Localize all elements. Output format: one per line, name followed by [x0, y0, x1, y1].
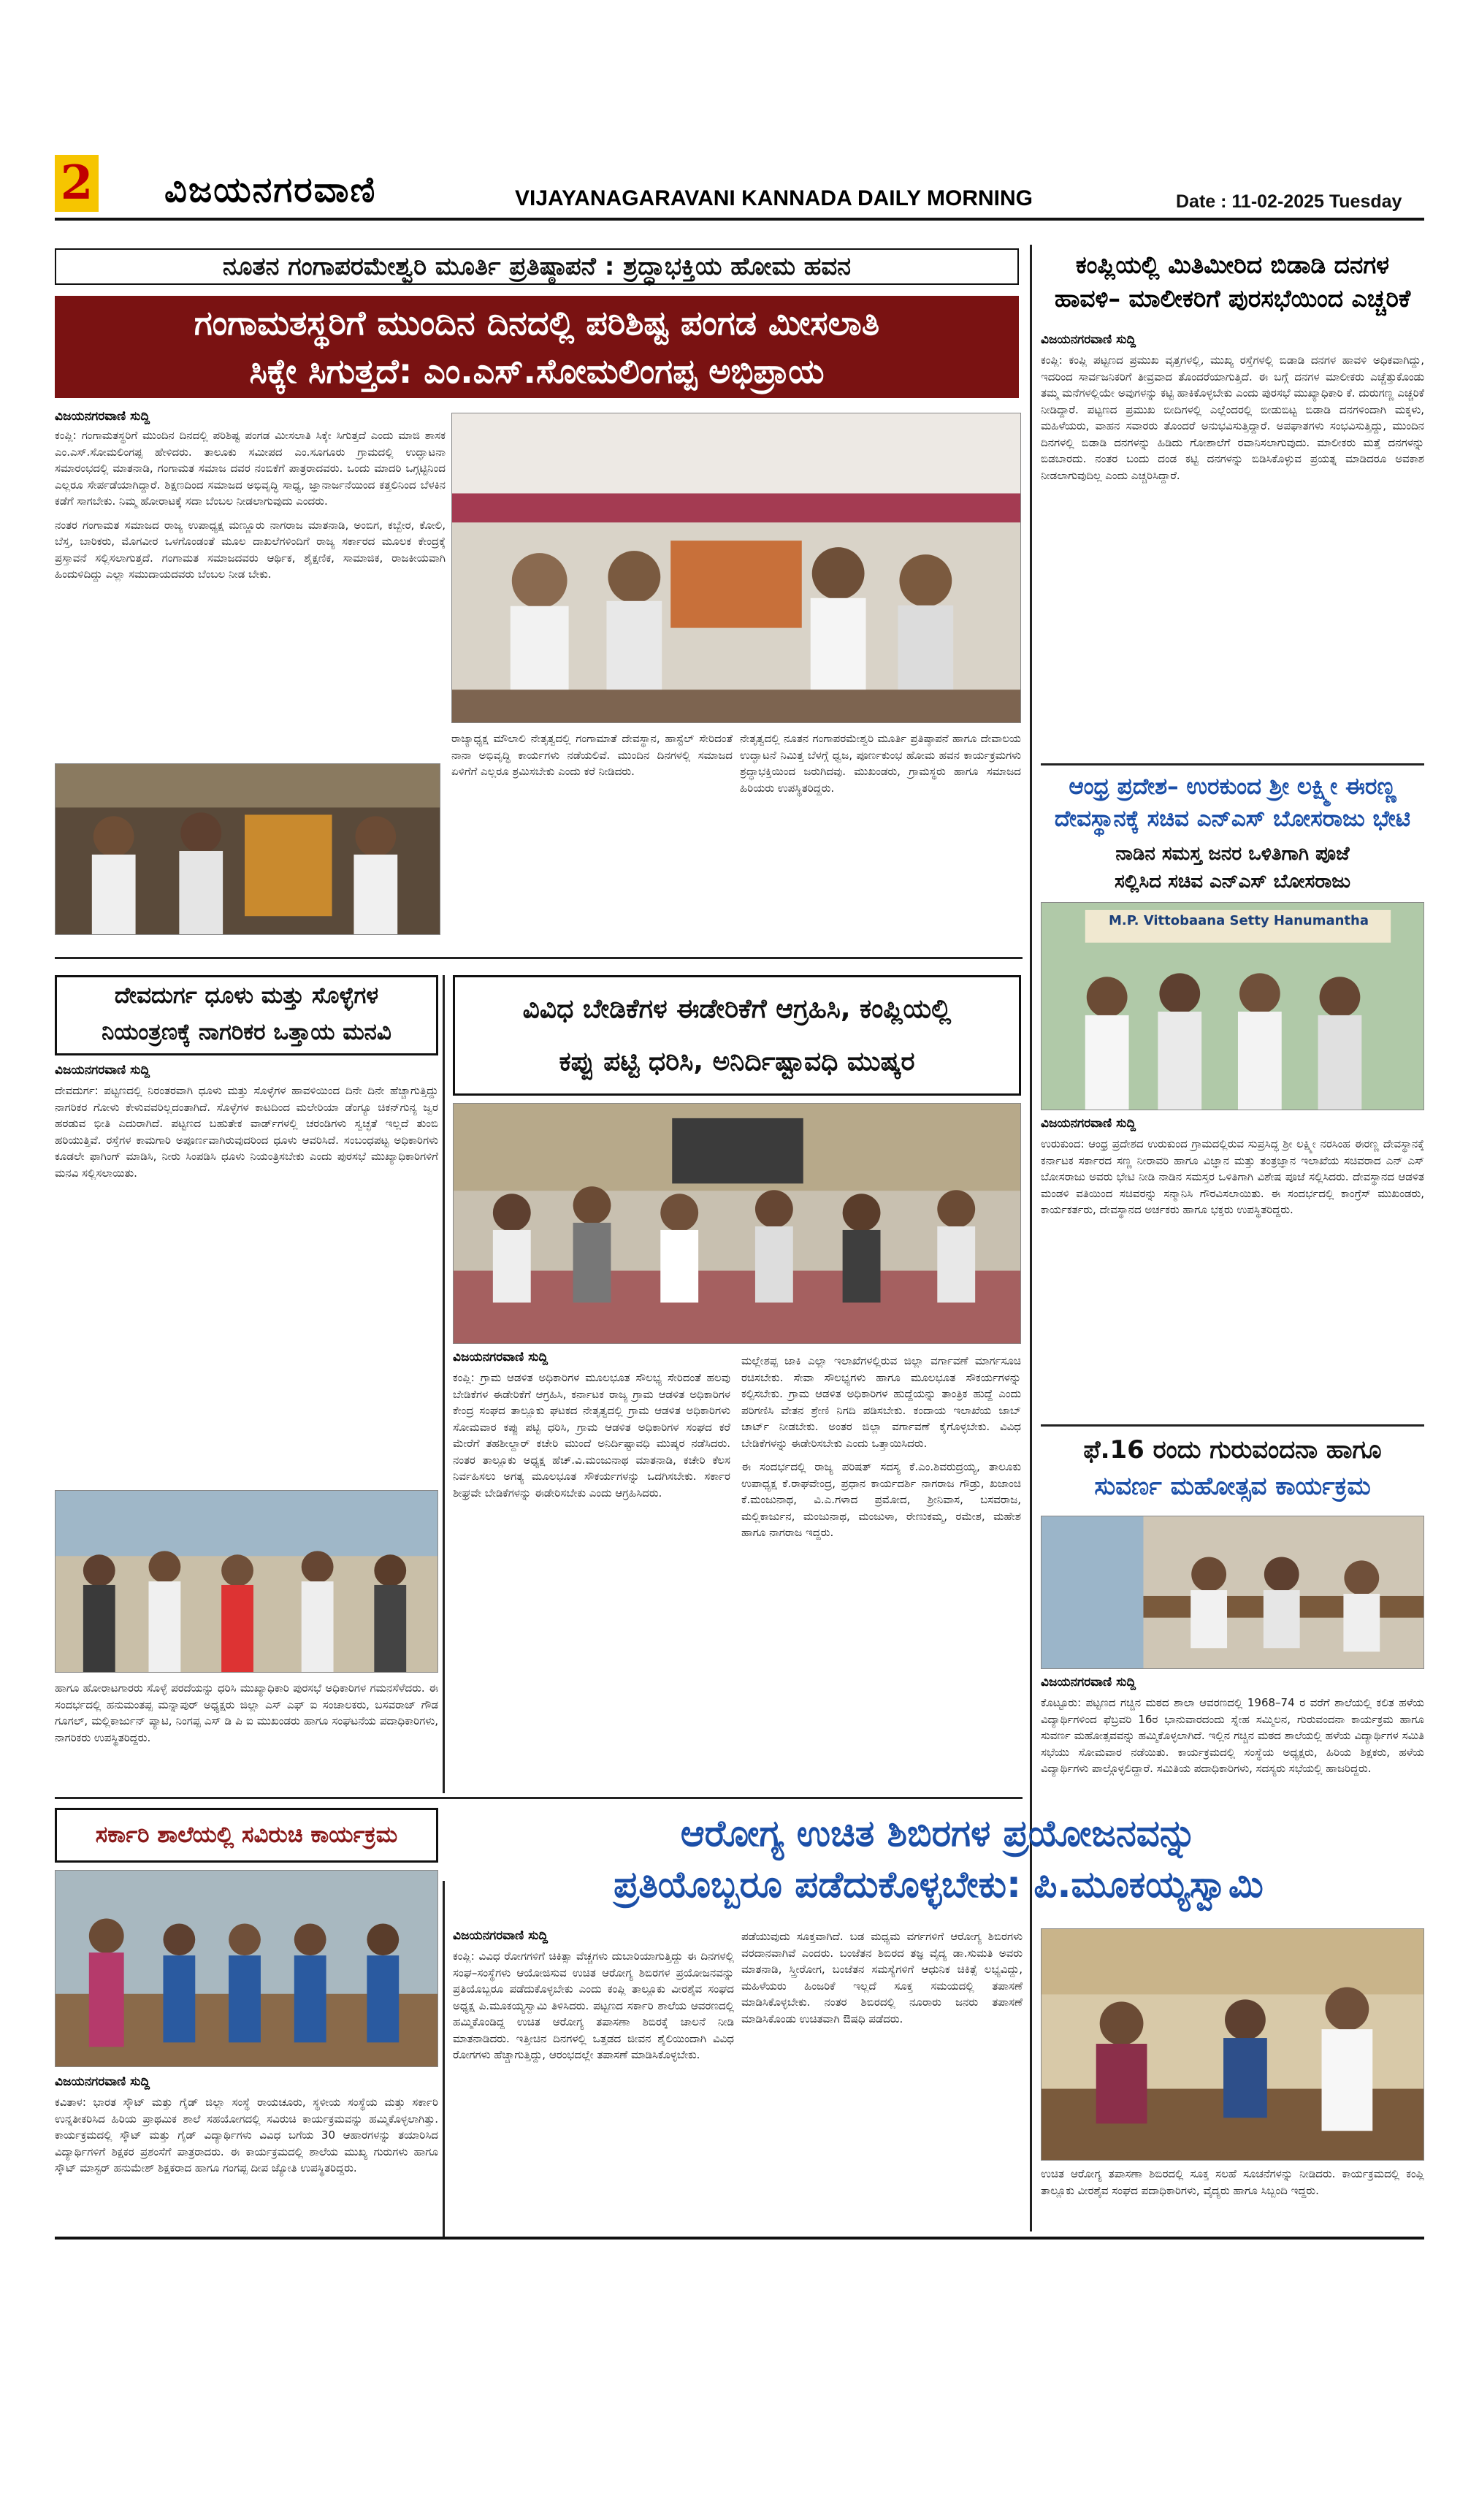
story3-headline-line2: ದೇವಸ್ಥಾನಕ್ಕೆ ಸಚಿವ ಎನ್‌ಎಸ್‌ ಬೋಸರಾಜು ಭೇಟಿ	[1054, 806, 1411, 832]
section-rule	[55, 957, 1023, 959]
story4-headline	[55, 975, 438, 1055]
story8-health-camp-photo	[1041, 1928, 1424, 2161]
story1-temple-photo	[55, 763, 440, 935]
story3-photo	[1041, 902, 1424, 1110]
story2-byline: ವಿಜಯನಗರವಾಣಿ ಸುದ್ದಿ	[1041, 332, 1136, 347]
story4-body-cont: ಹಾಗೂ ಹೋರಾಟಗಾರರು ಸೊಳ್ಳೆ ಪರದೆಯನ್ನು ಧರಿಸಿ ಮುಖ್ಯಾಧಿಕಾರಿ ಪುರಸಭೆ ಅಧಿಕಾರಿಗಳ ಗಮನಸೆಳೆದರು. ಈ ಸಂದರ್ಭದಲ್ಲಿ ಹನುಮಂತಪ್ಪ ಮನ್ನಾಪುರ್ ಅಧ್ಯಕ್ಷರು ಜಿಲ್ಲಾ ಎಸ್ ಎಫ್ ಐ ಸಂಚಾಲಕರು, ಬಸವರಾಜ್ ಗೌಡ ಗೂಗಲ್, ಮಲ್ಲಿಕಾರ್ಜುನ್ ಪ್ಯಾಟಿ, ನಿಂಗಪ್ಪ ಎಸ್ ಡಿ ಪಿ ಐ ಮುಖಂಡರು ಹಾಗೂ ಸಂಘಟನೆಯ ಪದಾಧಿಕಾರಿಗಳು, ನಾಗರಿಕರು ಉಪಸ್ಥಿತರಿದ್ದರು.	[55, 1681, 438, 1744]
section-rule	[1041, 1424, 1424, 1427]
story6-byline: ವಿಜಯನಗರವಾಣಿ ಸುದ್ದಿ	[1041, 1675, 1136, 1689]
story1-paragraph: ಕಂಪ್ಲಿ: ಗಂಗಾಮತಸ್ಥರಿಗೆ ಮುಂದಿನ ದಿನದಲ್ಲಿ ಪರಿಶಿಷ್ಟ ಪಂಗಡ ಮೀಸಲಾತಿ ಸಿಕ್ಕೇ ಸಿಗುತ್ತದೆ ಎಂದು ಮಾಜಿ ಶಾಸಕ ಎಂ.ಎಸ್.ಸೋಮಲಿಂಗಪ್ಪ ಹೇಳಿದರು. ತಾಲೂಕು ಸಮೀಪದ ಎಂ.ಸೂಗೂರು ಗ್ರಾಮದಲ್ಲಿ ಉದ್ಘಾಟನಾ ಸಮಾರಂಭದಲ್ಲಿ ಮಾತನಾಡಿ, ಗಂಗಾಮತ ಸಮಾಜ ದವರ ನಂಬಿಕೆಗೆ ಪಾತ್ರರಾದವರು. ಒಂದು ಮಾದರಿ ಒಗ್ಗಟ್ಟಿನಿಂದ ಎಲ್ಲರೂ ಸೇರ್ಪಡೆಯಾಗಿದ್ದಾರೆ. ಶಿಕ್ಷಣದಿಂದ ಸಮಾಜದ ಅಭಿವೃದ್ಧಿ ಸಾಧ್ಯ, ಜ್ಞಾನಾರ್ಜನೆಯಿಂದ ಕತ್ತಲಿನಿಂದ ಬೆಳಕಿನ ಕಡೆಗೆ ಸಾಗಬೇಕು. ನಿಮ್ಮ ಹೋರಾಟಕ್ಕೆ ಸದಾ ಬೆಂಬಲ ನೀಡಲಾಗುವುದು ಎಂದರು.	[55, 429, 446, 508]
story1-body-col3: ನೇತೃತ್ವದಲ್ಲಿ ನೂತನ ಗಂಗಾಪರಮೇಶ್ವರಿ ಮೂರ್ತಿ ಪ್ರತಿಷ್ಠಾಪನೆ ಹಾಗೂ ದೇವಾಲಯ ಉದ್ಘಾಟನೆ ನಿಮಿತ್ತ ಬೆಳಗ್ಗೆ ಧ್ವಜ, ಪೂರ್ಣಕುಂಭ ಹೋಮ ಹವನ ಕಾರ್ಯಕ್ರಮಗಳು ಶ್ರದ್ಧಾಭಕ್ತಿಯಿಂದ ಜರುಗಿದವು. ಮುಖಂಡರು, ಗ್ರಾಮಸ್ಥರು ಹಾಗೂ ಸಮಾಜದ ಹಿರಿಯರು ಉಪಸ್ಥಿತರಿದ್ದರು.	[740, 732, 1021, 795]
story5-paragraph: ಮಲ್ಲೇಶಪ್ಪ ಜಾಕಿ ಎಲ್ಲಾ ಇಲಾಖೆಗಳಲ್ಲಿರುವ ಜಿಲ್ಲಾ ವರ್ಗಾವಣೆ ಮಾರ್ಗಸೂಚಿ ರಚಿಸಬೇಕು. ಸೇವಾ ಸೌಲಭ್ಯಗಳು ಹಾಗೂ ಮೂಲಭೂತ ಸೌಕರ್ಯಗಳನ್ನು ಕಲ್ಪಿಸಬೇಕು. ಗ್ರಾಮ ಆಡಳಿತ ಅಧಿಕಾರಿಗಳ ಹುದ್ದೆಯನ್ನು ತಾಂತ್ರಿಕ ಹುದ್ದೆ ಎಂದು ಪರಿಗಣಿಸಿ ವೇತನ ಶ್ರೇಣಿ ನಿಗದಿ ಪಡಿಸಬೇಕು. ಕಂದಾಯ ಇಲಾಖೆಯ ಜಾಬ್ ಚಾರ್ಟ್ ನೀಡಬೇಕು. ಅಂತರ ಜಿಲ್ಲಾ ವರ್ಗಾವಣೆ ಕೈಗೊಳ್ಳಬೇಕು. ವಿವಿಧ ಬೇಡಿಕೆಗಳನ್ನು ಈಡೇರಿಸಬೇಕು ಎಂದು ಒತ್ತಾಯಿಸಿದರು.	[741, 1354, 1021, 1450]
section-rule	[55, 1797, 1023, 1799]
story5-body-col1: ಕಂಪ್ಲಿ: ಗ್ರಾಮ ಆಡಳಿತ ಅಧಿಕಾರಿಗಳ ಮೂಲಭೂತ ಸೌಲಭ್ಯ ಸೇರಿದಂತೆ ಹಲವು ಬೇಡಿಕೆಗಳ ಈಡೇರಿಕೆಗೆ ಆಗ್ರಹಿಸಿ, ಕರ್ನಾಟಕ ರಾಜ್ಯ ಗ್ರಾಮ ಆಡಳಿತ ಅಧಿಕಾರಿಗಳ ಕೇಂದ್ರ ಸಂಘದ ತಾಲ್ಲೂಕು ಘಟಕದ ನೇತೃತ್ವದಲ್ಲಿ ಗ್ರಾಮ ಆಡಳಿತ ಅಧಿಕಾರಿಗಳು ಸೋಮವಾರ ಕಪ್ಪು ಪಟ್ಟಿ ಧರಿಸಿ, ಗ್ರಾಮ ಆಡಳಿತ ಅಧಿಕಾರಿಗಳ ಸಂಘದ ಕರೆ ಮೇರೆಗೆ ತಹಶೀಲ್ದಾರ್ ಕಚೇರಿ ಮುಂದೆ ಅನಿರ್ದಿಷ್ಟಾವಧಿ ಮುಷ್ಕರ ನಡೆಸಿದರು. ನಂತರ ತಾಲ್ಲೂಕು ಅಧ್ಯಕ್ಷ ಹೆಚ್.ವಿ.ಮಂಜುನಾಥ ಮಾತನಾಡಿ, ಕಚೇರಿ ಕೆಲಸ ನಿರ್ವಹಿಸಲು ಅಗತ್ಯ ಮೂಲಭೂತ ಸೌಕರ್ಯಗಳನ್ನು ಒದಗಿಸಬೇಕು. ಸರ್ಕಾರ ಶೀಘ್ರವೇ ಬೇಡಿಕೆಗಳನ್ನು ಈಡೇರಿಸಬೇಕು ಎಂದು ಆಗ್ರಹಿಸಿದರು.	[453, 1371, 730, 1500]
story5-protest-photo	[453, 1103, 1021, 1344]
story1-paragraph: ನಂತರ ಗಂಗಾಮತ ಸಮಾಜದ ರಾಜ್ಯ ಉಪಾಧ್ಯಕ್ಷ ಮಣ್ಣೂರು ನಾಗರಾಜ ಮಾತನಾಡಿ, ಅಂಬಿಗ, ಕಬ್ಬೇರ, ಕೋಲಿ, ಬೆಸ್ತ, ಬಾರಿಕರು, ಮೊಗವೀರ ಒಳಗೊಂಡಂತೆ ಮೂಲ ದಾಖಲೆಗಳಿಂದಿಗೆ ರಾಜ್ಯ ಸರ್ಕಾರದ ಮೂಲಕ ಕೇಂದ್ರಕ್ಕೆ ಪ್ರಸ್ತಾವನೆ ಸಲ್ಲಿಸಲಾಗುತ್ತದೆ. ಗಂಗಾಮತ ಸಮಾಜದವರು ಆರ್ಥಿಕ, ಶೈಕ್ಷಣಿಕ, ಸಾಮಾಜಿಕ, ರಾಜಕೀಯವಾಗಿ ಹಿಂದುಳಿದಿದ್ದು ಎಲ್ಲಾ ಸಮುದಾಯದವರು ಬೆಂಬಲ ನೀಡ ಬೇಕು.	[55, 518, 446, 581]
story4-protest-photo	[55, 1490, 438, 1673]
story3-photo-banner: M.P. Vittobaana Setty Hanumantha	[1108, 913, 1369, 928]
issue-date: Date : 11-02-2025 Tuesday	[1176, 191, 1402, 212]
story1-ceremony-photo	[451, 413, 1021, 723]
story2-headline-line1: ಕಂಪ್ಲಿಯಲ್ಲಿ ಮಿತಿಮೀರಿದ ಬಿಡಾಡಿ ದನಗಳ	[1075, 251, 1390, 279]
story1-headline-bar	[55, 296, 1019, 398]
masthead-rule	[55, 218, 1424, 221]
story5-headline-line1: ವಿವಿಧ ಬೇಡಿಕೆಗಳ ಈಡೇರಿಕೆಗೆ ಆಗ್ರಹಿಸಿ, ಕಂಪ್ಲಿಯಲ್ಲಿ	[522, 994, 952, 1024]
story4-headline-line1: ದೇವದುರ್ಗ ಧೂಳು ಮತ್ತು ಸೊಳ್ಳೆಗಳ	[114, 982, 379, 1009]
story8-headline	[453, 1808, 1424, 1910]
story8-photo-caption: ಉಚಿತ ಆರೋಗ್ಯ ತಪಾಸಣಾ ಶಿಬಿರದಲ್ಲಿ ಸೂಕ್ತ ಸಲಹೆ ಸೂಚನೆಗಳನ್ನು ನೀಡಿದರು. ಕಾರ್ಯಕ್ರಮದಲ್ಲಿ ಕಂಪ್ಲಿ ತಾಲ್ಲೂಕು ವೀರಶೈವ ಸಂಘದ ಪದಾಧಿಕಾರಿಗಳು, ವೈದ್ಯರು ಹಾಗೂ ಸಿಬ್ಬಂದಿ ಇದ್ದರು.	[1041, 2167, 1424, 2197]
story3-headline	[1041, 771, 1424, 835]
story6-headline	[1041, 1432, 1424, 1505]
story4-byline: ವಿಜಯನಗರವಾಣಿ ಸುದ್ದಿ	[55, 1063, 150, 1077]
story6-headline-line2: ಸುವರ್ಣ ಮಹೋತ್ಸವ ಕಾರ್ಯಕ್ರಮ	[1094, 1472, 1371, 1501]
story6-headline-line1: ಫೆ.16 ರಂದು ಗುರುವಂದನಾ ಹಾಗೂ	[1083, 1435, 1382, 1465]
story1-headline-line2: ಸಿಕ್ಕೇ ಸಿಗುತ್ತದೆ: ಎಂ.ಎಸ್.ಸೋಮಲಿಂಗಪ್ಪ ಅಭಿಪ್ರಾಯ	[249, 351, 825, 391]
story8-body-col1: ಕಂಪ್ಲಿ: ವಿವಿಧ ರೋಗಗಳಿಗೆ ಚಿಕಿತ್ಸಾ ವೆಚ್ಚಗಳು ದುಬಾರಿಯಾಗುತ್ತಿದ್ದು ಈ ದಿನಗಳಲ್ಲಿ ಸಂಘ–ಸಂಸ್ಥೆಗಳು ಆಯೋಜಿಸುವ ಉಚಿತ ಆರೋಗ್ಯ ಶಿಬಿರಗಳ ಪ್ರಯೋಜನವನ್ನು ಪ್ರತಿಯೊಬ್ಬರೂ ಪಡೆದುಕೊಳ್ಳಬೇಕು ಎಂದು ಕಂಪ್ಲಿ ತಾಲ್ಲೂಕು ವೀರಶೈವ ಸಂಘದ ಅಧ್ಯಕ್ಷ ಪಿ.ಮೂಕಯ್ಯಸ್ವಾಮಿ ತಿಳಿಸಿದರು. ಪಟ್ಟಣದ ಸರ್ಕಾರಿ ಶಾಲೆಯ ಆವರಣದಲ್ಲಿ ಹಮ್ಮಿಕೊಂಡಿದ್ದ ಉಚಿತ ಆರೋಗ್ಯ ತಪಾಸಣಾ ಶಿಬಿರಕ್ಕೆ ಚಾಲನೆ ನೀಡಿ ಮಾತನಾಡಿದರು. ಇತ್ತೀಚಿನ ದಿನಗಳಲ್ಲಿ ಒತ್ತಡದ ಜೀವನ ಶೈಲಿಯಿಂದಾಗಿ ವಿವಿಧ ರೋಗಗಳು ಹೆಚ್ಚಾಗುತ್ತಿದ್ದು, ಆರಂಭದಲ್ಲೇ ತಪಾಸಣೆ ಮಾಡಿಸಿಕೊಳ್ಳಬೇಕು.	[453, 1950, 734, 2061]
section-rule	[1041, 763, 1424, 765]
story5-byline: ವಿಜಯನಗರವಾಣಿ ಸುದ್ದಿ	[453, 1350, 549, 1364]
story3-byline: ವಿಜಯನಗರವಾಣಿ ಸುದ್ದಿ	[1041, 1116, 1136, 1131]
story5-headline	[453, 975, 1021, 1096]
story7-body: ಕವಿತಾಳ: ಭಾರತ ಸ್ಕೌಟ್ ಮತ್ತು ಗೈಡ್ ಜಿಲ್ಲಾ ಸಂಸ್ಥೆ ರಾಯಚೂರು, ಸ್ಥಳೀಯ ಸಂಸ್ಥೆಯ ಮತ್ತು ಸರ್ಕಾರಿ ಉನ್ನತೀಕರಿಸಿದ ಹಿರಿಯ ಪ್ರಾಥಮಿಕ ಶಾಲೆ ಸಹಯೋಗದಲ್ಲಿ ಸವಿರುಚಿ ಕಾರ್ಯಕ್ರಮವನ್ನು ಹಮ್ಮಿಕೊಳ್ಳಲಾಗಿತ್ತು. ಕಾರ್ಯಕ್ರಮದಲ್ಲಿ ಸ್ಕೌಟ್ ಮತ್ತು ಗೈಡ್ ವಿದ್ಯಾರ್ಥಿಗಳು ವಿವಿಧ ಬಗೆಯ 30 ಆಹಾರಗಳನ್ನು ತಯಾರಿಸಿದ ವಿದ್ಯಾರ್ಥಿಗಳಿಗೆ ಶಿಕ್ಷಕರ ಪ್ರಶಂಸೆಗೆ ಪಾತ್ರರಾದರು. ಈ ಕಾರ್ಯಕ್ರಮದಲ್ಲಿ ಶಾಲೆಯ ಮುಖ್ಯ ಗುರುಗಳು ಹಾಗೂ ಸ್ಕೌಟ್ ಮಾಸ್ಟರ್ ಹನುಮೇಶ್ ಶಿಕ್ಷಕರಾದ ಹಾಗೂ ಗಂಗಪ್ಪ ದೀಪ ಜ್ಯೋತಿ ಉಪಸ್ಥಿತರಿದ್ದರು.	[55, 2096, 438, 2175]
page-number: 2	[55, 155, 99, 212]
story3-sub-line2: ಸಲ್ಲಿಸಿದ ಸಚಿವ ಎನ್‌ಎಸ್ ಬೋಸರಾಜು	[1114, 871, 1351, 893]
column-divider	[443, 975, 445, 1793]
story7-byline: ವಿಜಯನಗರವಾಣಿ ಸುದ್ದಿ	[55, 2074, 150, 2089]
story5-headline-line2: ಕಪ್ಪು ಪಟ್ಟಿ ಧರಿಸಿ, ಅನಿರ್ದಿಷ್ಟಾವಧಿ ಮುಷ್ಕರ	[559, 1047, 915, 1077]
story1-kicker: ನೂತನ ಗಂಗಾಪರಮೇಶ್ವರಿ ಮೂರ್ತಿ ಪ್ರತಿಷ್ಠಾಪನೆ : ಶ್ರದ್ಧಾಭಕ್ತಿಯ ಹೋಮ ಹವನ	[55, 248, 1019, 285]
story8-body-col2: ಪಡೆಯುವುದು ಸೂಕ್ತವಾಗಿದೆ. ಬಡ ಮಧ್ಯಮ ವರ್ಗಗಳಿಗೆ ಆರೋಗ್ಯ ಶಿಬಿರಗಳು ವರದಾನವಾಗಿವೆ ಎಂದರು. ಬಂಜೆತನ ಶಿಬಿರದ ತಜ್ಞ ವೈದ್ಯ ಡಾ.ಸುಮತಿ ಅವರು ಮಾತನಾಡಿ, ಸ್ತ್ರೀರೋಗ, ಬಂಜೆತನ ಸಮಸ್ಯೆಗಳಿಗೆ ಆಧುನಿಕ ಚಿಕಿತ್ಸೆ ಲಭ್ಯವಿದ್ದು, ಮಹಿಳೆಯರು ಹಿಂಜರಿಕೆ ಇಲ್ಲದೆ ಸೂಕ್ತ ಸಮಯದಲ್ಲಿ ತಪಾಸಣೆ ಮಾಡಿಸಿಕೊಳ್ಳಬೇಕು. ನಂತರ ಶಿಬಿರದಲ್ಲಿ ನೂರಾರು ಜನರು ತಪಾಸಣೆ ಮಾಡಿಸಿಕೊಂಡು ಉಚಿತವಾಗಿ ಔಷಧಿ ಪಡೆದರು.	[741, 1930, 1023, 2025]
story5-body-col2	[741, 1353, 1021, 1793]
story5-paragraph: ಈ ಸಂದರ್ಭದಲ್ಲಿ ರಾಜ್ಯ ಪರಿಷತ್ ಸದಸ್ಯ ಕೆ.ಎಂ.ಶಿವರುದ್ರಯ್ಯ, ತಾಲೂಕು ಉಪಾಧ್ಯಕ್ಷ ಕೆ.ರಾಘವೇಂದ್ರ, ಪ್ರಧಾನ ಕಾರ್ಯದರ್ಶಿ ನಾಗರಾಜ ಗೌಡ್ರು, ಖಜಾಂಚಿ ಕೆ.ಮಂಜುನಾಥ, ವಿ.ಎ.ಗಳಾದ ಪ್ರಮೋದ, ಶ್ರೀನಿವಾಸ, ಬಸವರಾಜ, ಮಲ್ಲಿಕಾರ್ಜುನ, ಮಂಜುನಾಥ, ಮಂಜುಳಾ, ರೇಣುಕಮ್ಮ, ರಮೇಶ, ಮಹೇಶ ಹಾಗೂ ನಾಗರಾಜ ಇದ್ದರು.	[741, 1460, 1021, 1539]
story2-body: ಕಂಪ್ಲಿ: ಕಂಪ್ಲಿ ಪಟ್ಟಣದ ಪ್ರಮುಖ ವೃತ್ತಗಳಲ್ಲಿ, ಮುಖ್ಯ ರಸ್ತೆಗಳಲ್ಲಿ ಬಿಡಾಡಿ ದನಗಳ ಹಾವಳಿ ಅಧಿಕವಾಗಿದ್ದು, ಇದರಿಂದ ಸಾರ್ವಜನಿಕರಿಗೆ ತೀವ್ರವಾದ ತೊಂದರೆಯಾಗುತ್ತಿದೆ. ಈ ಬಗ್ಗೆ ದನಗಳ ಮಾಲೀಕರು ಎಚ್ಚೆತ್ತುಕೊಂಡು ತಮ್ಮ ಮನೆಗಳಲ್ಲಿಯೇ ಅವುಗಳನ್ನು ಕಟ್ಟಿ ಹಾಕಿಕೊಳ್ಳಬೇಕು ಎಂದು ಪುರಸಭೆ ಮುಖ್ಯಾಧಿಕಾರಿ ಕೆ. ದುರುಗಣ್ಣ ಎಚ್ಚರಿಕೆ ನೀಡಿದ್ದಾರೆ. ಪಟ್ಟಣದ ಪ್ರಮುಖ ಬೀದಿಗಳಲ್ಲಿ ಎಲ್ಲೆಂದರಲ್ಲಿ ಬೀಡುಬಿಟ್ಟ ಬಿಡಾಡಿ ದನಗಳಿಂದಾಗಿ ಮಕ್ಕಳು, ಮಹಿಳೆಯರು, ವಾಹನ ಸವಾರರು ತೊಂದರೆ ಅನುಭವಿಸುತ್ತಿದ್ದಾರೆ. ಅಪಘಾತಗಳು ಸಂಭವಿಸುತ್ತಿದ್ದು, ಮುಂದಿನ ದಿನಗಳಲ್ಲಿ ಬಿಡಾಡಿ ದನಗಳನ್ನು ಹಿಡಿದು ಗೋಶಾಲೆಗೆ ರವಾನಿಸಲಾಗುವುದು. ಮಾಲೀಕರು ಮತ್ತೆ ದನಗಳನ್ನು ಬಿಡಬಾರದು. ನಂತರ ಬಂದು ದಂಡ ಕಟ್ಟಿ ದನಗಳನ್ನು ಬಿಡಿಸಿಕೊಳ್ಳುವ ಪ್ರಯತ್ನ ಮಾಡಿದರೂ ಅವಕಾಶ ನೀಡಲಾಗುವುದಿಲ್ಲ ಎಂದು ಎಚ್ಚರಿಸಿದ್ದಾರೆ.	[1041, 354, 1424, 482]
column-divider	[443, 1881, 445, 2239]
story2-headline	[1041, 248, 1424, 316]
story1-headline-line1: ಗಂಗಾಮತಸ್ಥರಿಗೆ ಮುಂದಿನ ದಿನದಲ್ಲಿ ಪರಿಶಿಷ್ಟ ಪಂಗಡ ಮೀಸಲಾತಿ	[194, 303, 880, 343]
story3-sub-line1: ನಾಡಿನ ಸಮಸ್ತ ಜನರ ಒಳಿತಿಗಾಗಿ ಪೂಜೆ	[1115, 843, 1350, 865]
story8-headline-line2: ಪ್ರತಿಯೊಬ್ಬರೂ ಪಡೆದುಕೊಳ್ಳಬೇಕು: ಪಿ.ಮೂಕಯ್ಯಸ್ವಾಮಿ	[614, 1863, 1264, 1906]
newspaper-logo-kannada: ವಿಜಯನಗರವಾಣಿ	[164, 169, 377, 210]
story1-byline: ವಿಜಯನಗರವಾಣಿ ಸುದ್ದಿ	[55, 409, 150, 424]
newspaper-title-english: VIJAYANAGARAVANI KANNADA DAILY MORNING	[515, 186, 1033, 210]
story6-body: ಕೊಟ್ಟೂರು: ಪಟ್ಟಣದ ಗಚ್ಚಿನ ಮಠದ ಶಾಲಾ ಆವರಣದಲ್ಲಿ 1968–74 ರ ವರೆಗೆ ಶಾಲೆಯಲ್ಲಿ ಕಲಿತ ಹಳೆಯ ವಿದ್ಯಾರ್ಥಿಗಳಿಂದ ಫೆಬ್ರವರಿ 16ರ ಭಾನುವಾರದಂದು ಸ್ನೇಹ ಸಮ್ಮಿಲನ, ಗುರುವಂದನಾ ಕಾರ್ಯಕ್ರಮ ಹಾಗೂ ಸುವರ್ಣ ಮಹೋತ್ಸವವನ್ನು ಹಮ್ಮಿಕೊಳ್ಳಲಾಗಿದೆ. ಇಲ್ಲಿನ ಗಚ್ಚಿನ ಮಠದ ಶಾಲೆಯಲ್ಲಿ ಹಳೆಯ ವಿದ್ಯಾರ್ಥಿಗಳ ಸಮಿತಿ ಸಭೆಯು ಸೋಮವಾರ ನಡೆಯಿತು. ಕಾರ್ಯಕ್ರಮದಲ್ಲಿ ಸಂಸ್ಥೆಯ ಅಧ್ಯಕ್ಷರು, ಹಿರಿಯ ಶಿಕ್ಷಕರು, ಹಳೆಯ ವಿದ್ಯಾರ್ಥಿಗಳು ಪಾಲ್ಗೊಳ್ಳಲಿದ್ದಾರೆ. ಸಮಿತಿಯ ಪದಾಧಿಕಾರಿಗಳು, ಸದಸ್ಯರು ಸಭೆಯಲ್ಲಿ ಹಾಜರಿದ್ದರು.	[1041, 1696, 1424, 1775]
story8-byline: ವಿಜಯನಗರವಾಣಿ ಸುದ್ದಿ	[453, 1928, 549, 1943]
column-divider	[1030, 245, 1032, 2231]
story7-school-photo	[55, 1870, 438, 2067]
story4-headline-line2: ನಿಯಂತ್ರಣಕ್ಕೆ ನಾಗರಿಕರ ಒತ್ತಾಯ ಮನವಿ	[102, 1019, 391, 1045]
story2-headline-line2: ಹಾವಳಿ– ಮಾಲೀಕರಿಗೆ ಪುರಸಭೆಯಿಂದ ಎಚ್ಚರಿಕೆ	[1054, 284, 1411, 313]
story4-body: ದೇವದುರ್ಗ: ಪಟ್ಟಣದಲ್ಲಿ ನಿರಂತರವಾಗಿ ಧೂಳು ಮತ್ತು ಸೊಳ್ಳೆಗಳ ಹಾವಳಿಯಿಂದ ದಿನೇ ದಿನೇ ಹೆಚ್ಚಾಗುತ್ತಿದ್ದು ನಾಗರಿಕರ ಗೋಳು ಕೇಳುವವರಿಲ್ಲದಂತಾಗಿದೆ. ಸೊಳ್ಳೆಗಳ ಕಾಟದಿಂದ ಮಲೇರಿಯಾ ಡೆಂಗ್ಯೂ ಚಿಕನ್‌ಗುನ್ಯ ಜ್ವರ ಹರಡುವ ಭೀತಿ ಎದುರಾಗಿದೆ. ಪಟ್ಟಣದ ಬಹುತೇಕ ವಾರ್ಡ್‌ಗಳಲ್ಲಿ ಚರಂಡಿಗಳು ಸ್ವಚ್ಛತೆ ಇಲ್ಲದೆ ತುಂಬಿ ಹರಿಯುತ್ತಿವೆ. ರಸ್ತೆಗಳ ಕಾಮಗಾರಿ ಅಪೂರ್ಣವಾಗಿರುವುದರಿಂದ ಧೂಳು ಆವರಿಸಿದೆ. ಸಂಬಂಧಪಟ್ಟ ಅಧಿಕಾರಿಗಳು ಕೂಡಲೇ ಫಾಗಿಂಗ್ ಮಾಡಿಸಿ, ನೀರು ಸಿಂಪಡಿಸಿ ಧೂಳು ನಿಯಂತ್ರಿಸಬೇಕು ಎಂದು ಪುರಸಭೆ ಮುಖ್ಯಾಧಿಕಾರಿಗಳಿಗೆ ಮನವಿ ಸಲ್ಲಿಸಲಾಯಿತು.	[55, 1084, 438, 1180]
story3-body: ಉರುಕುಂದ: ಆಂಧ್ರ ಪ್ರದೇಶದ ಉರುಕುಂದ ಗ್ರಾಮದಲ್ಲಿರುವ ಸುಪ್ರಸಿದ್ಧ ಶ್ರೀ ಲಕ್ಷ್ಮೀ ನರಸಿಂಹ ಈರಣ್ಣ ದೇವಸ್ಥಾನಕ್ಕೆ ಕರ್ನಾಟಕ ಸರ್ಕಾರದ ಸಣ್ಣ ನೀರಾವರಿ ಹಾಗೂ ವಿಜ್ಞಾನ ಮತ್ತು ತಂತ್ರಜ್ಞಾನ ಇಲಾಖೆಯ ಸಚಿವರಾದ ಎನ್ ಎಸ್ ಬೋಸರಾಜು ಅವರು ಭೇಟಿ ನೀಡಿ ನಾಡಿನ ಸಮಸ್ತರ ಒಳಿತಿಗಾಗಿ ವಿಶೇಷ ಪೂಜೆ ಸಲ್ಲಿಸಿದರು. ದೇವಸ್ಥಾನದ ಆಡಳಿತ ಮಂಡಳಿ ವತಿಯಿಂದ ಸಚಿವರನ್ನು ಸನ್ಮಾನಿಸಿ ಗೌರವಿಸಲಾಯಿತು. ಈ ಸಂದರ್ಭದಲ್ಲಿ ಕಾಂಗ್ರೆಸ್ ಮುಖಂಡರು, ಕಾರ್ಯಕರ್ತರು, ದೇವಸ್ಥಾನದ ಅರ್ಚಕರು ಹಾಗೂ ಭಕ್ತರು ಉಪಸ್ಥಿತರಿದ್ದರು.	[1041, 1137, 1424, 1216]
page-bottom-rule	[55, 2237, 1424, 2240]
story6-photo	[1041, 1516, 1424, 1669]
story1-body-col1	[55, 427, 446, 757]
story1-body-col2: ರಾಜ್ಯಾಧ್ಯಕ್ಷ ಮೌಲಾಲಿ ನೇತೃತ್ವದಲ್ಲಿ ಗಂಗಾಮಾತೆ ದೇವಸ್ಥಾನ, ಹಾಸ್ಟೆಲ್ ಸೇರಿದಂತೆ ನಾನಾ ಅಭಿವೃದ್ಧಿ ಕಾರ್ಯಗಳು ನಡೆಯಲಿವೆ. ಮುಂದಿನ ದಿನಗಳಲ್ಲಿ ಸಮಾಜದ ಏಳಿಗೆಗೆ ಎಲ್ಲರೂ ಶ್ರಮಿಸಬೇಕು ಎಂದು ಕರೆ ನೀಡಿದರು.	[451, 732, 733, 778]
story8-headline-line1: ಆರೋಗ್ಯ ಉಚಿತ ಶಿಬಿರಗಳ ಪ್ರಯೋಜನವನ್ನು	[680, 1812, 1197, 1855]
story7-headline: ಸರ್ಕಾರಿ ಶಾಲೆಯಲ್ಲಿ ಸವಿರುಚಿ ಕಾರ್ಯಕ್ರಮ	[55, 1808, 438, 1863]
story3-headline-line1: ಆಂಧ್ರ ಪ್ರದೇಶ– ಉರಕುಂದ ಶ್ರೀ ಲಕ್ಷ್ಮೀ ಈರಣ್ಣ	[1069, 774, 1396, 800]
story3-subheadline	[1041, 840, 1424, 896]
